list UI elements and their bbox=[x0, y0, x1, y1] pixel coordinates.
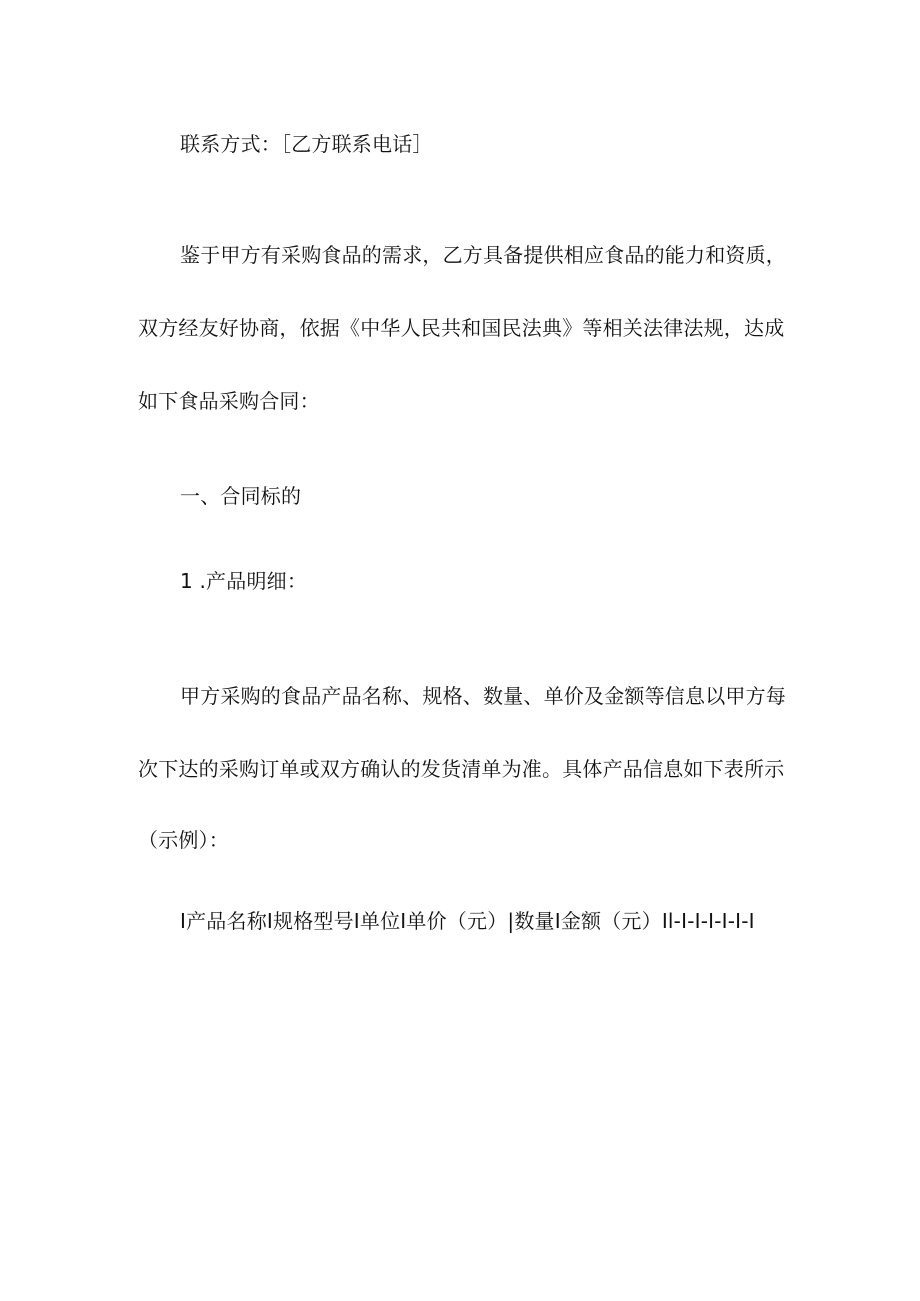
detail-line-2: 次下达的采购订单或双方确认的发货清单为准。具体产品信息如下表所示 bbox=[138, 757, 785, 781]
preamble-line-1: 鉴于甲方有采购食品的需求，乙方具备提供相应食品的能力和资质， bbox=[180, 243, 786, 267]
preamble-line-2: 双方经友好协商，依据《中华人民共和国民法典》等相关法律法规，达成 bbox=[138, 316, 785, 340]
section-heading-contract-subject: 一、合同标的 bbox=[180, 484, 302, 508]
detail-line-3: （示例）： bbox=[138, 828, 229, 852]
preamble-line-3: 如下食品采购合同： bbox=[138, 389, 320, 413]
contact-line: 联系方式：［乙方联系电话］ bbox=[180, 132, 433, 156]
subsection-heading-product-details: 1 .产品明细： bbox=[180, 569, 308, 593]
product-table-header-line: I产品名称I规格型号I单位I单价（元）|数量I金额（元）Il-I-I-I-I-I-I bbox=[180, 909, 755, 933]
detail-line-1: 甲方采购的食品产品名称、规格、数量、单价及金额等信息以甲方每 bbox=[180, 684, 786, 708]
